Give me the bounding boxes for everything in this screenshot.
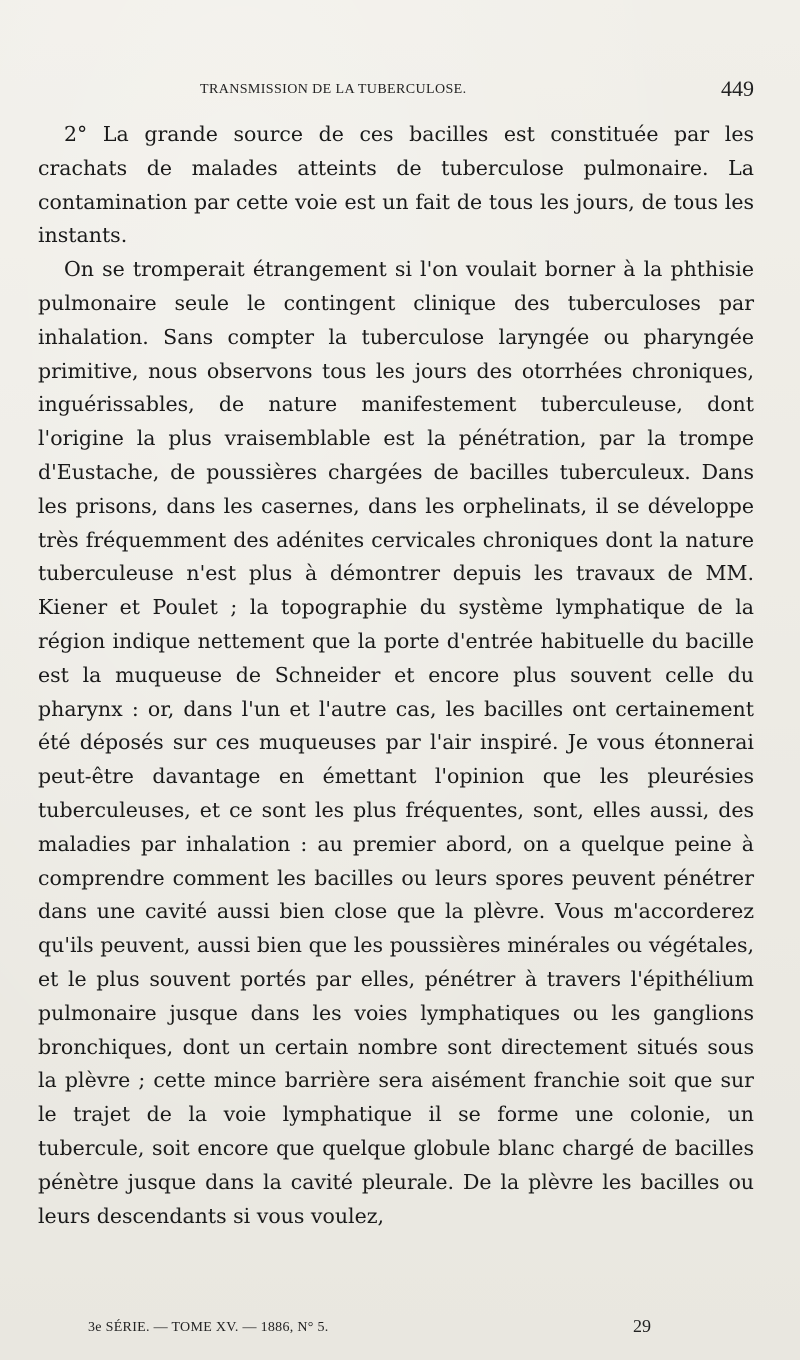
footer-series-line: 3e SÉRIE. — TOME XV. — 1886, N° 5. <box>88 1320 329 1335</box>
paragraph: 2° La grande source de ces bacilles est constituée par les crachats de malades atteints de tuberculose pulmonaire. La contamination par cette voie est un fait de tous les jours, de tous les instants. <box>38 122 754 248</box>
paragraph: On se tromperait étrangement si l'on voulait borner à la phthisie pulmonaire seule le contingent clinique des tuberculoses par inhalation. Sans compter la tuberculose laryngée ou pharyngée primitive, nous observons tous les jours des otorrhées chroniques, inguérissables, de nature manifestement tuberculeuse, dont l'origine la plus vraisemblable est la pénétration, par la trompe d'Eustache, de poussières chargées de bacilles tuberculeux. Dans les prisons, dans les casernes, dans les orphelinats, il se développe très fréquemment des adénites cervicales chroniques dont la nature tuberculeuse n'est plus à démontrer depuis les travaux de MM. Kiener et Poulet ; la topographie du système lymphatique de la région indique nettement que la porte d'entrée habituelle du bacille est la muqueuse de Schneider et encore plus souvent celle du pharynx : or, dans l'un et l'autre cas, les bacilles ont certainement été déposés sur ces muqueuses par l'air inspiré. Je vous étonnerai peut-être davantage en émettant l'opinion que les pleurésies tuberculeuses, et ce sont les plus fréquentes, sont, elles aussi, des maladies par inhalation : au premier abord, on a quelque peine à comprendre comment les bacilles ou leurs spores peuvent pénétrer dans une cavité aussi bien close que la plèvre. Vous m'accorderez qu'ils peuvent, aussi bien que les poussières minérales ou végétales, et le plus souvent portés par elles, pénétrer à travers l'épithélium pulmonaire jusque dans les voies lymphatiques ou les ganglions bronchiques, dont un certain nombre sont directement situés sous la plèvre ; cette mince barrière sera aisément franchie soit que sur le trajet de la voie lymphatique il se forme une colonie, un tubercule, soit encore que quelque globule blanc chargé de bacilles pénètre jusque dans la cavité pleurale. De la plèvre les bacilles ou leurs descendants si vous voulez, <box>38 257 754 1228</box>
body-text <box>38 118 754 1233</box>
signature-mark: 29 <box>633 1316 651 1336</box>
running-title: TRANSMISSION DE LA TUBERCULOSE. <box>200 82 467 97</box>
page-number: 449 <box>721 76 754 101</box>
